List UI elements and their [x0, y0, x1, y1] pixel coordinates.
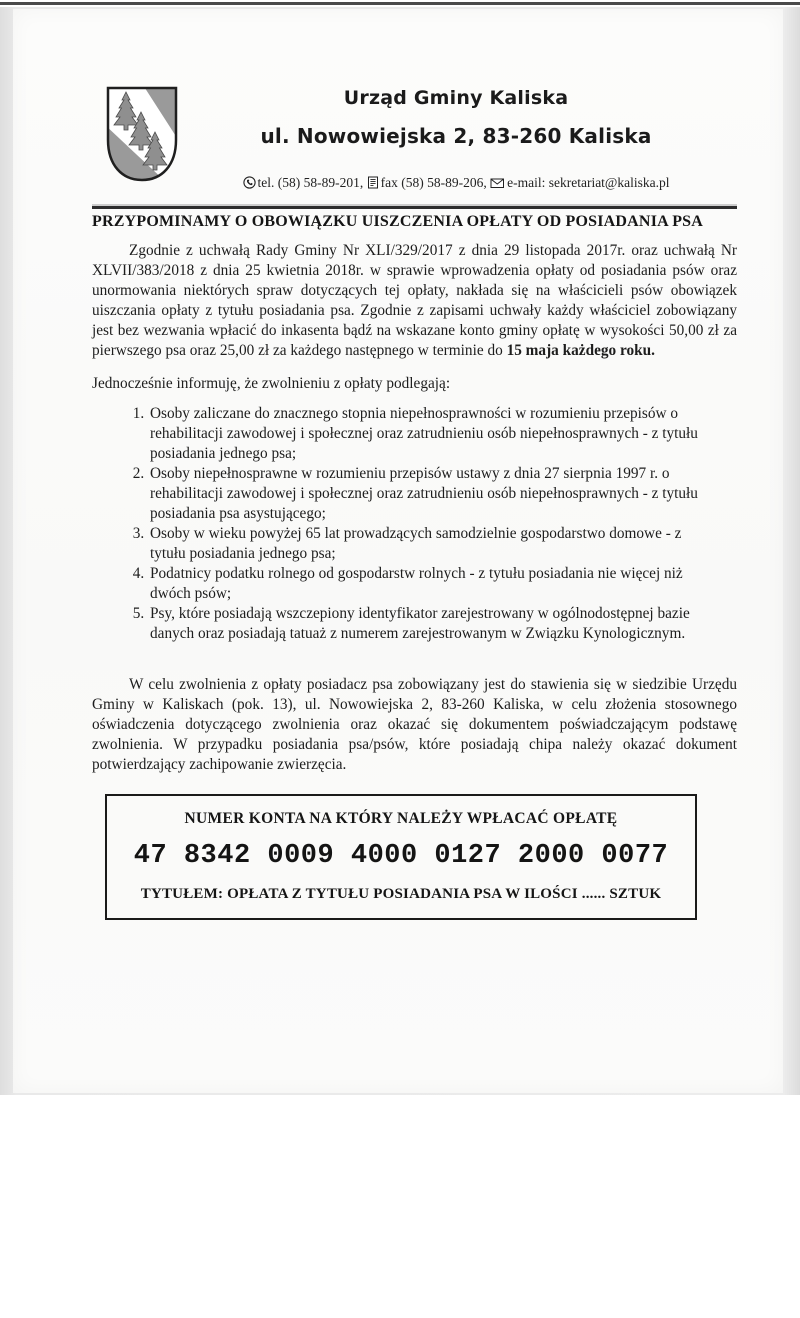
- payment-info-box: [105, 794, 697, 920]
- exemption-item: [148, 604, 713, 644]
- title-divider: [92, 206, 737, 209]
- document-body: [13, 206, 783, 920]
- letterhead: [13, 9, 783, 193]
- phone-label: tel. (58) 58-89-201,: [257, 175, 364, 190]
- letterhead-text: [179, 85, 733, 193]
- organization-address: ul. Nowowiejska 2, 83-260 Kaliska: [260, 124, 652, 148]
- exemption-item-text: Osoby w wieku powyżej 65 lat prowadzących samodzielnie gospodarstwo domowe - z tytułu posiadania jednego psa;: [150, 525, 682, 562]
- closing-paragraph: W celu zwolnienia z opłaty posiadacz psa zobowiązany jest do stawienia się w siedzibie Urzędu Gminy w Kaliskach (pok. 13), ul. Nowowiejska 2, 83-260 Kaliska, w celu złożenia stosownego oświadczenia dotyczącego zwolnienia oraz okazać się dokumentem poświadczającym podstawę zwolnienia. W przypadku posiadania psa/psów, które posiadają chipa należy okazać dokument potwierdzający zachipowanie zwierzęcia.: [92, 676, 737, 773]
- payment-transfer-title: TYTUŁEM: OPŁATA Z TYTUŁU POSIADANIA PSA W ILOŚCI ...... SZTUK: [140, 886, 662, 902]
- intro-paragraph: [92, 241, 737, 361]
- payment-box-heading: NUMER KONTA NA KTÓRY NALEŻY WPŁACAĆ OPŁATĘ: [184, 810, 618, 827]
- intro-text: Zgodnie z uchwałą Rady Gminy Nr XLI/329/2017 z dnia 29 listopada 2017r. oraz uchwałą Nr XLVII/383/2018 z dnia 25 kwietnia 2018r. w sprawie wprowadzenia opłaty od posiadania psów oraz unormowania niektórych spraw dotyczących tej opłaty, nakłada się na właścicieli psów obowiązek uiszczania opłaty z tytułu posiadania psa. Zgodnie z zapisami uchwały każdy właściciel zobowiązany jest bez wezwania wpłacić do inkasenta bądź na wskazane konto gminy opłatę w wysokości 50,00 zł za pierwszego psa oraz 25,00 zł za każdego następnego w terminie do: [92, 242, 737, 359]
- exemption-item: [148, 524, 713, 564]
- exemption-item: [148, 464, 713, 524]
- phone-icon: [243, 176, 256, 193]
- exemption-item-text: Osoby zaliczane do znacznego stopnia niepełnosprawności w rozumieniu przepisów o rehabilitacji zawodowej i społecznej oraz zatrudnieniu osób niepełnosprawnych - z tytułu posiadania jednego psa;: [150, 405, 698, 462]
- exemption-item-text: Osoby niepełnosprawne w rozumieniu przepisów ustawy z dnia 27 sierpnia 1997 r. o rehabilitacji zawodowej i społecznej oraz zatrudnieniu osób niepełnosprawnych - z tytułu posiadania psa asystującego;: [150, 465, 698, 522]
- email-icon: [490, 177, 505, 193]
- exemption-item-text: Psy, które posiadają wszczepiony identyfikator zarejestrowany w ogólnodostępnej bazie danych oraz posiadają tatuaż z numerem zarejestrowanym w Związku Kynologicznym.: [150, 605, 690, 642]
- scanner-background: [0, 7, 800, 1095]
- bank-account-number: 47 8342 0009 4000 0127 2000 0077: [133, 841, 669, 871]
- email-label: e-mail: sekretariat@kaliska.pl: [507, 175, 670, 190]
- scan-edge-top: [0, 2, 800, 5]
- document-title: PRZYPOMINAMY O OBOWIĄZKU UISZCZENIA OPŁATY OD POSIADANIA PSA: [92, 213, 704, 230]
- organization-name: Urząd Gminy Kaliska: [343, 87, 569, 109]
- exemptions-list: [92, 404, 737, 644]
- deadline-bold-text: 15 maja każdego roku.: [506, 342, 656, 359]
- exemption-item-text: Podatnicy podatku rolnego od gospodarstw rolnych - z tytułu posiadania nie więcej niż dwóch psów;: [150, 565, 683, 602]
- fax-icon: [367, 176, 379, 193]
- exemption-item: [148, 404, 713, 464]
- fax-label: fax (58) 58-89-206,: [380, 175, 487, 190]
- contact-line: [179, 175, 733, 193]
- exemption-item: [148, 564, 713, 604]
- exemptions-intro: Jednocześnie informuję, że zwolnieniu z opłaty podlegają:: [92, 375, 451, 392]
- municipal-coat-of-arms-icon: [105, 85, 179, 188]
- document-paper: [13, 9, 783, 1093]
